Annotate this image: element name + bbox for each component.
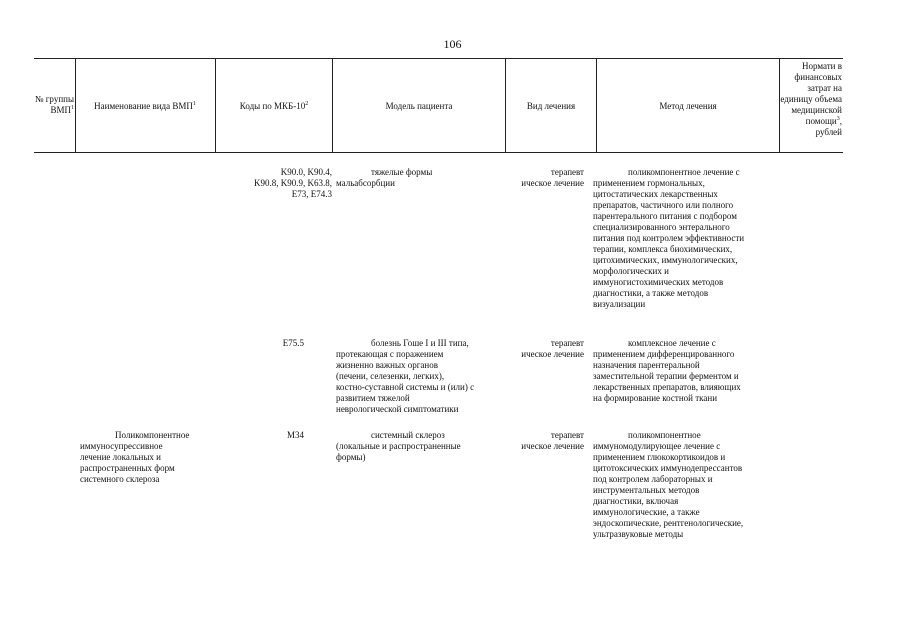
row-treatment-kind: терапевт ическое лечение xyxy=(521,430,584,451)
footnote-mark: 1 xyxy=(192,100,196,107)
row-treatment-kind: терапевт ическое лечение xyxy=(521,338,584,359)
row-patient-model: тяжелые формы мальабсорбции xyxy=(336,167,433,188)
header-cost-norm-text: Нормати в финансовых затрат на единицу объема медицинской помощи xyxy=(780,61,842,126)
header-vmp-name-text: Наименование вида ВМП xyxy=(94,100,193,111)
header-vmp-name xyxy=(76,100,214,112)
header-group-number xyxy=(34,80,74,130)
footnote-mark: 2 xyxy=(305,100,309,107)
footnote-mark: 1 xyxy=(71,105,74,111)
footnote-mark: 3 xyxy=(836,116,840,122)
header-cost-norm xyxy=(780,61,842,151)
header-treatment-method: Метод лечения xyxy=(659,100,717,111)
header-icd-codes xyxy=(216,100,332,112)
header-cost-norm-tail: , рублей xyxy=(815,116,842,137)
row-patient-model: системный склероз (локальные и распространенные формы) xyxy=(336,430,461,462)
header-group-number-text: № группы ВМП xyxy=(34,94,74,115)
page-number: 106 xyxy=(443,37,462,51)
row-treatment-method: поликомпонентное лечение с применением гормональных, цитостатических лекарственных препаратов, частичного или полного парентерального питания с подбором специализированного энтерального питания под контролем эффективности терапии, комплекса биохимических, цитохимических, иммунологических, морфологических и иммуногистохимических методов диагностики, а также методов визуализации xyxy=(593,167,745,309)
row-treatment-kind: терапевт ическое лечение xyxy=(521,167,584,188)
row-icd-codes: M34 xyxy=(286,430,304,440)
header-bottom-border xyxy=(34,152,843,153)
header-treatment-kind: Вид лечения xyxy=(526,100,576,111)
row-icd-codes: K90.0, K90.4, K90.8, K90.9, K63.8, E73, E74.3 xyxy=(254,167,332,199)
row-vmp-name: Поликомпонентное иммуносупрессивное лечение локальных и распространенных форм системного склероза xyxy=(80,430,190,484)
row-treatment-method: поликомпонентное иммуномодулирующее лечение с применением глюкокортикоидов и цитотоксических иммунодепрессантов под контролем лабораторных и инструментальных методов диагностики, включая иммунологические, а также эндоскопические, рентгенологические, ультразвуковые методы xyxy=(593,430,744,539)
header-patient-model: Модель пациента xyxy=(385,100,453,111)
row-icd-codes: E75.5 xyxy=(282,338,304,348)
row-treatment-method: комплексное лечение с применением дифференцированного назначения парентеральной заместительной терапии ферментом и лекарственных препаратов, влияющих на формирование костной ткани xyxy=(593,338,741,403)
row-patient-model: болезнь Гоше I и III типа, протекающая с поражением жизненно важных органов (печени, селезенки, легких), костно-суставной системы и (или) с развитием тяжелой неврологической симптоматики xyxy=(336,338,475,414)
header-icd-codes-text: Коды по МКБ-10 xyxy=(239,100,306,111)
table-top-border xyxy=(34,58,843,59)
